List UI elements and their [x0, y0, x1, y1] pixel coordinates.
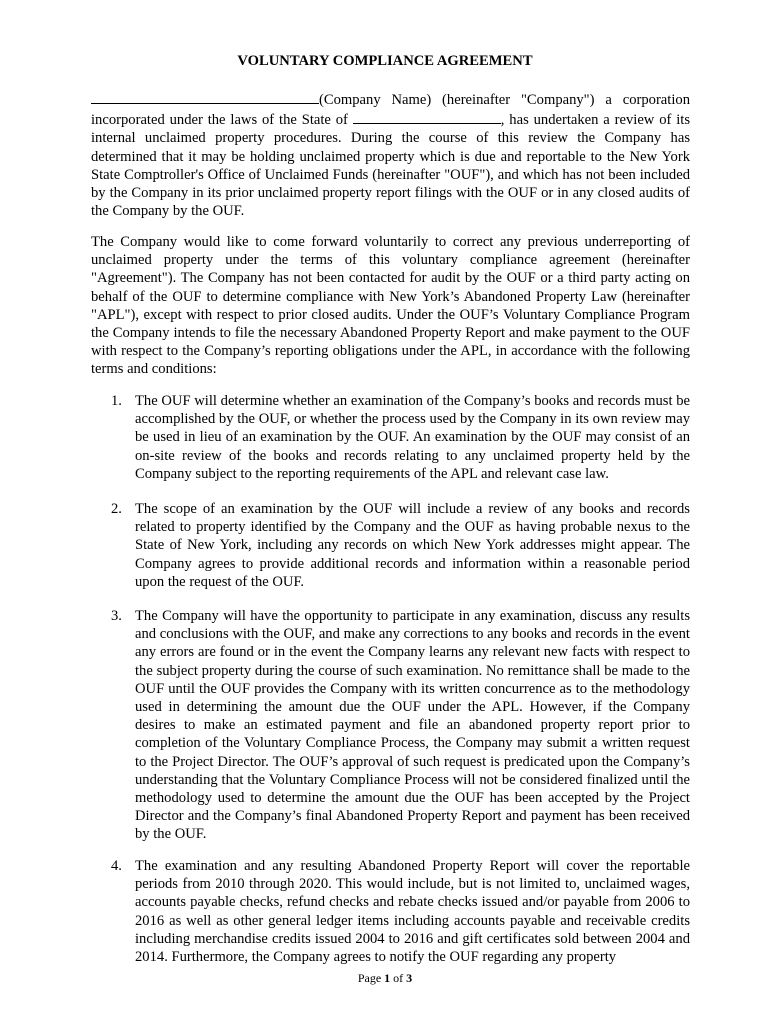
list-item-text: The scope of an examination by the OUF will include a review of any books and records related to property identified by the Company and the OUF as having probable nexus to the State of New York, including any records on which New York addresses might appear. The Company agrees to provide additional records and information within a reasonable period upon the request of the OUF.	[135, 501, 690, 590]
intro-text-part1: (Company Name) (hereinafter "Company") a corporation incorporated under the laws of the State of	[91, 92, 690, 129]
list-item-number: 4.	[111, 858, 122, 874]
intro-text-part2: , has undertaken a review of its internal unclaimed property procedures. During the course of this review the Company has determined that it may be holding unclaimed property which is due and reportable to the New York State Comptroller's Office of Unclaimed Funds (hereinafter "OUF"), and which has not been included by the Company in its prior unclaimed property report filings with the OUF or in any closed audits of the Company by the OUF.	[91, 112, 691, 220]
page-number: 1	[384, 971, 391, 985]
paragraph-2: The Company would like to come forward voluntarily to correct any previous underreporting of unclaimed property under the terms of this voluntary compliance agreement (hereinafter "Agreement"). The Company has not been contacted for audit by the OUF or a third party acting on behalf of the OUF to determine compliance with New York’s Abandoned Property Law (hereinafter "APL"), except with respect to prior closed audits. Under the OUF’s Voluntary Compliance Program the Company intends to file the necessary Abandoned Property Report and make payment to the OUF with respect to the Company’s reporting obligations under the APL, in accordance with the following terms and conditions:	[91, 234, 690, 378]
intro-paragraph	[91, 89, 690, 220]
list-item-text: The examination and any resulting Abandoned Property Report will cover the reportable periods from 2010 through 2020. This would include, but is not limited to, unclaimed wages, accounts payable checks, refund checks and rebate checks issued and/or payable from 2006 to 2016 as well as other general ledger items including accounts payable and receivable credits including merchandise credits issued 2004 to 2016 and gift certificates sold between 2004 and 2014. Furthermore, the Company agrees to notify the OUF regarding any property	[135, 858, 690, 966]
list-item-text: The Company will have the opportunity to participate in any examination, discuss any results and conclusions with the OUF, and make any corrections to any books and records in the event any errors are found or in the event the Company learns any relevant new facts with respect to the subject property during the course of such examination. No remittance shall be made to the OUF until the OUF provides the Company with its written concurrence as to the methodology used in determining the amount due the OUF under the APL. However, if the Company desires to make an estimated payment and file an abandoned property report prior to completion of the Voluntary Compliance Process, the Company may submit a written request to the Project Director. The OUF’s approval of such request is predicated upon the Company’s understanding that the Voluntary Compliance Process will not be considered finalized until the methodology used to determine the amount due the OUF has been accepted by the Project Director and the Company’s final Abandoned Property Report and payment has been received by the OUF.	[135, 608, 690, 843]
document-title: VOLUNTARY COMPLIANCE AGREEMENT	[237, 53, 533, 69]
page-label: Page	[357, 971, 382, 985]
list-item-number: 3.	[111, 608, 122, 624]
list-item-number: 2.	[111, 501, 122, 517]
list-item-text: The OUF will determine whether an examination of the Company’s books and records must be accomplished by the OUF, or whether the process used by the Company in its own review may be used in lieu of an examination by the OUF. An examination by the OUF may consist of an on-site review of the books and records relating to any unclaimed property held by the Company subject to the reporting requirements of the APL and relevant case law.	[135, 393, 690, 482]
list-item-number: 1.	[111, 393, 122, 409]
page-total: 3	[406, 971, 413, 985]
state-blank[interactable]	[353, 109, 501, 124]
page-footer	[0, 969, 770, 987]
of-label: of	[393, 971, 404, 985]
company-name-blank[interactable]	[91, 89, 319, 104]
